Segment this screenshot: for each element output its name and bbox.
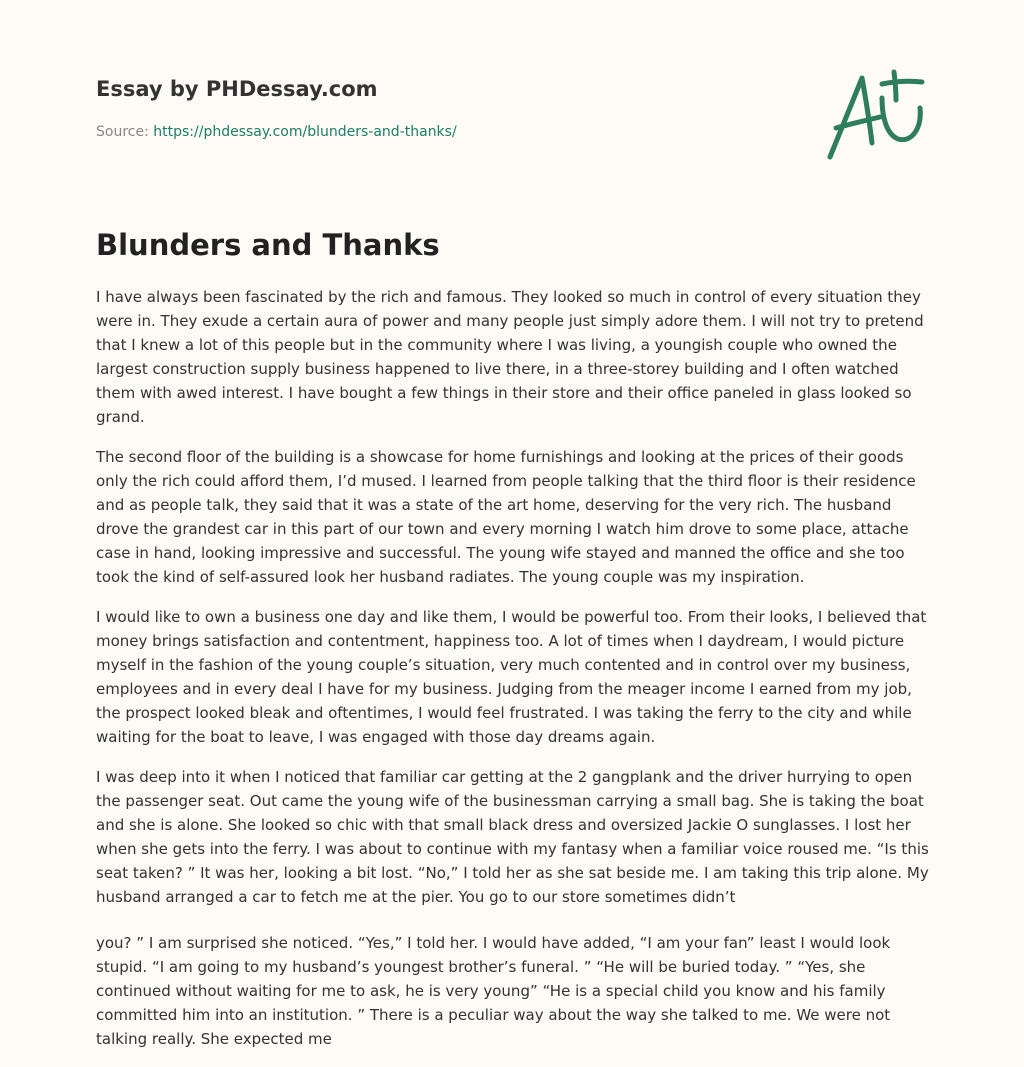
source-link[interactable]: https://phdessay.com/blunders-and-thanks/ [153, 124, 457, 140]
source-label: Source: [96, 124, 149, 140]
site-brand: Essay by PHDessay.com [96, 77, 378, 101]
a-plus-grade-icon [822, 68, 928, 164]
essay-paragraph: I was deep into it when I noticed that familiar car getting at the 2 gangplank and the driver hurrying to open the passenger seat. Out came the young wife of the businessman carrying a small bag. She is taking the boat and she is alone. She looked so chic with that small black dress and oversized Jackie O sunglasses. I lost her when she gets into the ferry. I was about to continue with my fantasy when a familiar voice roused me. “Is this seat taken? ” It was her, looking a bit lost. “No,” I told her as she sat beside me. I am taking this trip alone. My husband arranged a car to fetch me at the pier. You go to our store sometimes didn’t [96, 768, 929, 906]
essay-header [96, 74, 936, 142]
essay-title: Blunders and Thanks [96, 228, 440, 262]
essay-paragraph: The second floor of the building is a showcase for home furnishings and looking at the prices of their goods only the rich could afford them, I’d mused. I learned from people talking that the third floor is their residence and as people talk, they said that it was a state of the art home, deserving for the very rich. The husband drove the grandest car in this part of our town and every morning I watch him drove to some place, attache case in hand, looking impressive and successful. The young wife stayed and manned the office and she too took the kind of self-assured look her husband radiates. The young couple was my inspiration. [96, 448, 916, 586]
source-line [96, 122, 936, 142]
essay-paragraph: I would like to own a business one day and like them, I would be powerful too. From their looks, I believed that money brings satisfaction and contentment, happiness too. A lot of times when I daydream, I would picture myself in the fashion of the young couple’s situation, very much contented and in control over my business, employees and in every deal I have for my business. Judging from the meager income I earned from my job, the prospect looked bleak and oftentimes, I would feel frustrated. I was taking the ferry to the city and while waiting for the boat to leave, I was engaged with those day dreams again. [96, 608, 927, 746]
essay-paragraph: you? ” I am surprised she noticed. “Yes,” I told her. I would have added, “I am your fan” least I would look stupid. “I am going to my husband’s youngest brother’s funeral. ” “He will be buried today. ” “Yes, she continued without waiting for me to ask, he is very young” “He is a special child you know and his family committed him into an institution. ” There is a peculiar way about the way she talked to me. We were not talking really. She expected me [96, 934, 891, 1048]
essay-paragraph: I have always been fascinated by the rich and famous. They looked so much in control of every situation they were in. They exude a certain aura of power and many people just simply adore them. I will not try to pretend that I knew a lot of this people but in the community where I was living, a youngish couple who owned the largest construction supply business happened to live there, in a three-storey building and I often watched them with awed interest. I have bought a few things in their store and their office paneled in glass looked so grand. [96, 288, 924, 426]
essay-body [96, 285, 932, 1067]
